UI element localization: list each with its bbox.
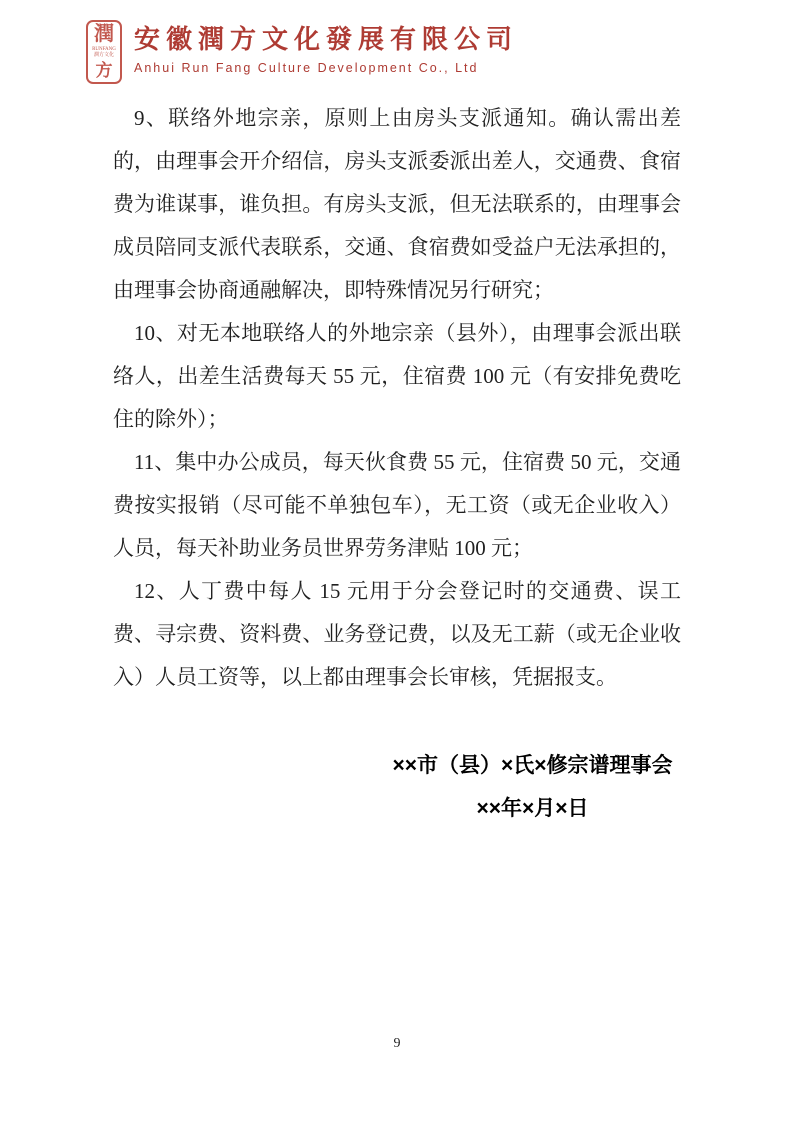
paragraph-item-11: 11、集中办公成员，每天伙食费 55 元，住宿费 50 元，交通费按实报销（尽可能不单独包车），无工资（或无企业收入）人员，每天补助业务员世界劳务津贴 100 元； bbox=[113, 450, 681, 560]
paragraph-item-9: 9、联络外地宗亲，原则上由房头支派通知。确认需出差的，由理事会开介绍信，房头支派委派出差人，交通费、食宿费为谁谋事，谁负担。有房头支派，但无法联系的，由理事会成员陪同支派代表联系，交通、食宿费如受益户无法承担的，由理事会协商通融解决，即特殊情况另行研究； bbox=[113, 106, 681, 302]
letterhead bbox=[86, 20, 518, 84]
company-seal-icon bbox=[86, 20, 122, 84]
company-name-english: Anhui Run Fang Culture Development Co., Ltd bbox=[134, 61, 479, 75]
paragraph-item-12: 12、人丁费中每人 15 元用于分会登记时的交通费、误工费、寻宗费、资料费、业务登记费，以及无工薪（或无企业收入）人员工资等，以上都由理事会长审核，凭据报支。 bbox=[113, 579, 681, 689]
paragraph-item-10: 10、对无本地联络人的外地宗亲（县外），由理事会派出联络人，出差生活费每天 55 元，住宿费 100 元（有安排免费吃住的除外）； bbox=[113, 321, 681, 431]
seal-character-bottom: 方 bbox=[95, 61, 113, 80]
page-number: 9 bbox=[393, 1036, 401, 1051]
signature-block bbox=[380, 744, 685, 830]
document-body bbox=[113, 97, 681, 699]
company-name-chinese: 安徽潤方文化發展有限公司 bbox=[134, 25, 519, 54]
signature-organization: ××市（县）×氏×修宗谱理事会 bbox=[392, 754, 673, 777]
company-name-block bbox=[134, 20, 518, 76]
seal-small-text: RUNFANG 潤方文化 bbox=[92, 47, 116, 58]
signature-date: ××年×月×日 bbox=[476, 797, 589, 820]
seal-character-top: 潤 bbox=[94, 23, 114, 45]
